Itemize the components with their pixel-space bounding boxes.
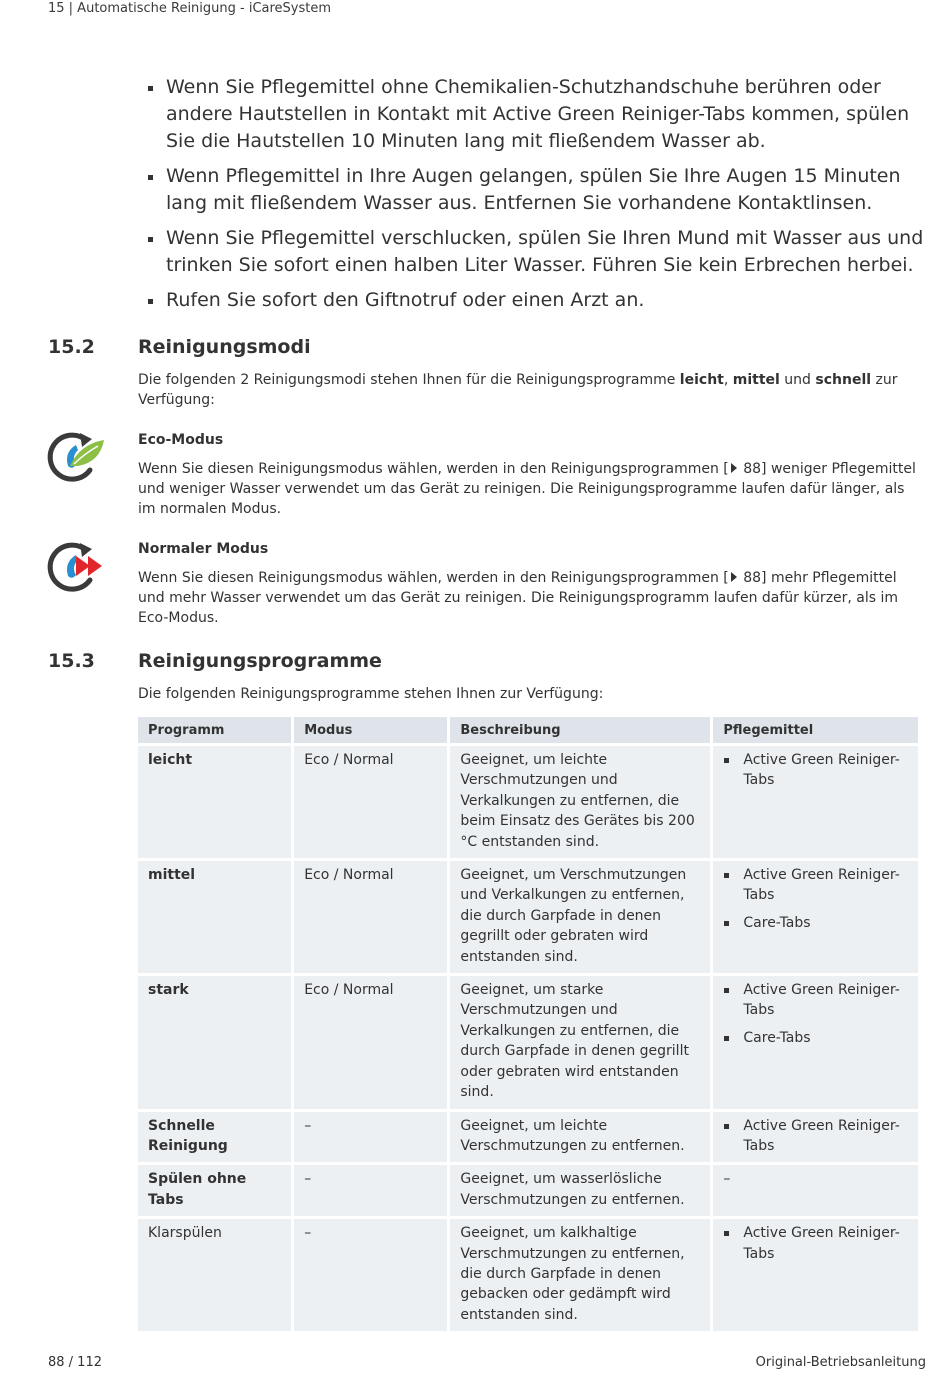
page-header: 15 | Automatische Reinigung - iCareSystem <box>48 1 332 16</box>
mode-cell: Eco / Normal <box>294 976 447 1108</box>
table-row <box>138 861 918 973</box>
description-cell: Geeignet, um wasserlösliche Verschmutzungen zu entfernen. <box>450 1165 710 1216</box>
section-title: Reinigungsmodi <box>138 336 311 358</box>
care-cell <box>713 1219 918 1331</box>
warning-list <box>140 74 930 322</box>
care-item: Care-Tabs <box>723 913 908 933</box>
document-title: Original-Betriebsanleitung <box>755 1355 926 1370</box>
program-cell: leicht <box>138 746 291 858</box>
care-item: Active Green Reiniger-Tabs <box>723 980 908 1021</box>
warning-item: Wenn Sie Pflegemittel verschlucken, spülen Sie Ihren Mund mit Wasser aus und trinken Sie sofort einen halben Liter Wasser. Führen Sie kein Erbrechen herbei. <box>140 225 930 279</box>
column-header: Beschreibung <box>450 717 710 743</box>
modes-intro: Die folgenden 2 Reinigungsmodi stehen Ihnen für die Reinigungsprogramme leicht, mittel und schnell zur Verfügung: <box>138 372 898 408</box>
description-cell: Geeignet, um kalkhaltige Verschmutzungen zu entfernen, die durch Garpfade in denen gebacken oder gedämpft wird entstanden sind. <box>450 1219 710 1331</box>
normal-mode-icon <box>46 540 108 594</box>
mode-cell: Eco / Normal <box>294 746 447 858</box>
page-number: 88 / 112 <box>48 1355 102 1370</box>
care-list <box>723 1223 908 1264</box>
care-item: Active Green Reiniger-Tabs <box>723 1116 908 1157</box>
mode-cell: – <box>294 1112 447 1163</box>
section-number: 15.3 <box>48 650 95 672</box>
care-cell <box>713 1112 918 1163</box>
care-list <box>723 750 908 791</box>
care-item: Care-Tabs <box>723 1028 908 1048</box>
eco-mode-icon <box>46 430 108 484</box>
arrow-icon <box>731 463 737 473</box>
table-row <box>138 976 918 1108</box>
mode-cell: – <box>294 1165 447 1216</box>
eco-mode-text: Wenn Sie diesen Reinigungsmodus wählen, werden in den Reinigungsprogrammen [ 88] weniger Pflegemittel und weniger Wasser verwendet um das Gerät zu reinigen. Die Reinigungsprogramme laufen dafür länger, als im normalen Modus. <box>138 461 916 517</box>
column-header: Modus <box>294 717 447 743</box>
program-cell: mittel <box>138 861 291 973</box>
section-number: 15.2 <box>48 336 95 358</box>
warning-item: Wenn Sie Pflegemittel ohne Chemikalien-Schutzhandschuhe berühren oder andere Hautstellen in Kontakt mit Active Green Reiniger-Tabs kommen, spülen Sie die Hautstellen 10 Minuten lang mit fließendem Wasser ab. <box>140 74 930 155</box>
care-cell: – <box>713 1165 918 1216</box>
description-cell: Geeignet, um Verschmutzungen und Verkalkungen zu entfernen, die durch Garpfade in denen gegrillt oder gebraten wird entstanden sind. <box>450 861 710 973</box>
table-row <box>138 746 918 858</box>
description-cell: Geeignet, um leichte Verschmutzungen zu entfernen. <box>450 1112 710 1163</box>
section-heading-programs <box>48 650 382 672</box>
program-cell: Schnelle Reinigung <box>138 1112 291 1163</box>
warning-item: Rufen Sie sofort den Giftnotruf oder einen Arzt an. <box>140 287 930 314</box>
arrow-icon <box>731 572 737 582</box>
mode-cell: – <box>294 1219 447 1331</box>
program-cell: stark <box>138 976 291 1108</box>
column-header: Programm <box>138 717 291 743</box>
warning-item: Wenn Pflegemittel in Ihre Augen gelangen, spülen Sie Ihre Augen 15 Minuten lang mit fließendem Wasser aus. Entfernen Sie vorhandene Kontaktlinsen. <box>140 163 930 217</box>
column-header: Pflegemittel <box>713 717 918 743</box>
care-item: Active Green Reiniger-Tabs <box>723 1223 908 1264</box>
program-cell: Klarspülen <box>138 1219 291 1331</box>
care-list <box>723 865 908 933</box>
section-heading-modes <box>48 336 311 358</box>
description-cell: Geeignet, um starke Verschmutzungen und Verkalkungen zu entfernen, die durch Garpfade in denen gegrillt oder gebraten wird entstanden sind. <box>450 976 710 1108</box>
table-row <box>138 1112 918 1163</box>
programs-intro: Die folgenden Reinigungsprogramme stehen Ihnen zur Verfügung: <box>138 686 604 702</box>
care-cell <box>713 976 918 1108</box>
care-list <box>723 980 908 1048</box>
program-cell: Spülen ohne Tabs <box>138 1165 291 1216</box>
normal-mode-title: Normaler Modus <box>138 541 269 557</box>
table-header-row <box>138 717 918 743</box>
normal-mode-text: Wenn Sie diesen Reinigungsmodus wählen, werden in den Reinigungsprogrammen [ 88] mehr Pflegemittel und mehr Wasser verwendet um das Gerät zu reinigen. Die Reinigungsprogramm laufen dafür kürzer, als im Eco-Modus. <box>138 570 899 626</box>
care-list <box>723 1116 908 1157</box>
mode-cell: Eco / Normal <box>294 861 447 973</box>
eco-mode-title: Eco-Modus <box>138 432 224 448</box>
care-cell <box>713 861 918 973</box>
care-item: Active Green Reiniger-Tabs <box>723 750 908 791</box>
section-title: Reinigungsprogramme <box>138 650 382 672</box>
care-cell <box>713 746 918 858</box>
programs-table <box>135 714 921 1334</box>
table-row <box>138 1219 918 1331</box>
care-item: Active Green Reiniger-Tabs <box>723 865 908 906</box>
table-row <box>138 1165 918 1216</box>
description-cell: Geeignet, um leichte Verschmutzungen und Verkalkungen zu entfernen, die beim Einsatz des Gerätes bis 200 °C entstanden sind. <box>450 746 710 858</box>
